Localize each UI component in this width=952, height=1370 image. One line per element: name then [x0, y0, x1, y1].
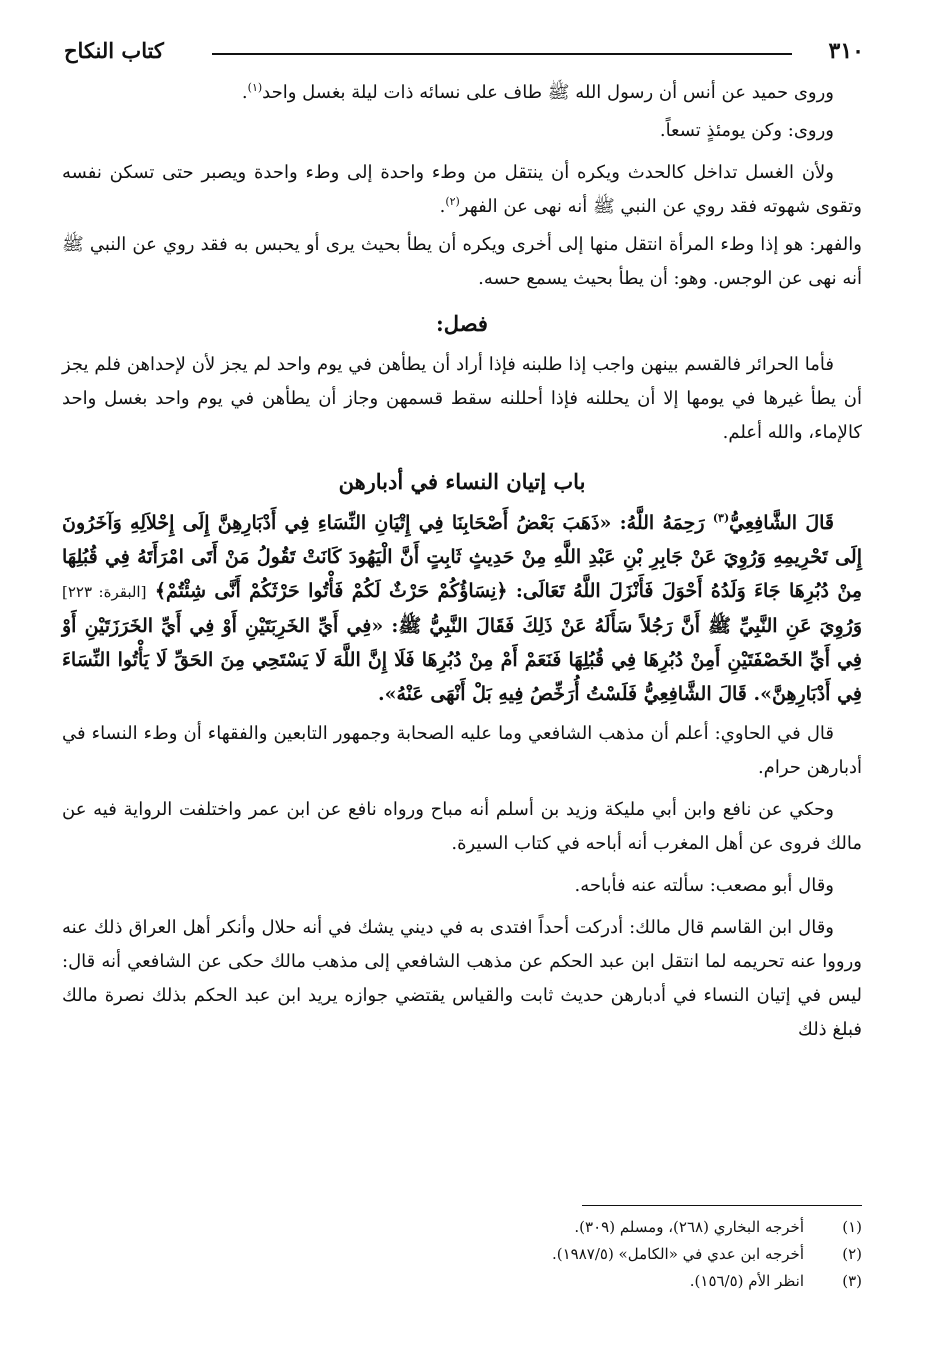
page-header [64, 36, 864, 66]
paragraph-6: قال في الحاوي: أعلم أن مذهب الشافعي وما عليه الصحابة وجمهور التابعين والفقهاء أن وطء النساء في أدبارهن حرام. [62, 723, 862, 778]
footnote-number: (٢) [842, 1245, 862, 1263]
header-rule [212, 53, 792, 55]
footnote-number: (٣) [842, 1272, 862, 1290]
matn-quote: رَحِمَهُ اللَّهُ: «ذَهَبَ بَعْضُ أَصْحَابِنَا فِي إِتْيَانِ النِّسَاءِ فِي أَدْبَارِهِنَّ إِلَى إِحْلاَلِهِ وَآخَرُونَ إِلَى تَحْرِيمِهِ وَرُوِيَ عَنْ جَابِرِ بْنِ عَبْدِ اللَّهِ مِنْ حَدِيثٍ ثَابِتٍ أَنَّ الْيَهُودَ كَانَتْ تَقُولُ مَنْ أَتَى امْرَأَتَهُ فِي قُبُلِهَا مِنْ دُبُرِهَا جَاءَ وَلَدُهُ أَحْوَلَ فَأَنْزَلَ اللَّهُ تَعَالَى: ﴿نِسَاؤُكُمْ حَرْثٌ لَكُمْ فَأْتُوا حَرْثَكُمْ أَنَّى شِئْتُمْ﴾ [62, 512, 862, 602]
paragraph-1 [62, 76, 862, 110]
paragraph-7: وحكي عن نافع وابن أبي مليكة وزيد بن أسلم أنه مباح ورواه نافع عن ابن عمر واختلفت الرواية فيه عن مالك فروى عن أهل المغرب أنه أباحه في كتاب السيرة. [62, 799, 862, 854]
footnote-2 [62, 1241, 862, 1268]
footnote-ref-1: (١) [247, 81, 263, 94]
footnote-1 [62, 1214, 862, 1241]
footnote-number: (١) [842, 1218, 862, 1236]
paragraph-2: وروى: وكن يومئذٍ تسعاً. [659, 120, 834, 141]
paragraph-3-end: . [439, 196, 446, 217]
paragraph-1-text: وروى حميد عن أنس أن رسول الله ﷺ طاف على نسائه ذات ليلة بغسل واحد [262, 82, 834, 103]
paragraph-5: فأما الحرائر فالقسم بينهن واجب إذا طلبنه فإذا أراد أن يطأهن في يوم واحد لم يجز لأن لإحداهن فلم يجز أن يطأ غيرها في يومها إلا أن يحللنه فإذا أحللنه سقط قسمهن وجاز أن يطأهن في يوم واحد بغسل واحد كالإماء، والله أعلم. [62, 354, 862, 443]
paragraph-9: وقال ابن القاسم قال مالك: أدركت أحداً افتدى به في ديني يشك في أنه حلال وأنكر أهل العراق ذلك عنه ورووا عنه تحريمه لما انتقل ابن عبد الحكم عن مذهب الشافعي إلى مذهب مالك حكى عن الشافعي أنه قال: ليس في إتيان النساء في أدبارهن حديث ثابت والقياس يقتضي جوازه يريد ابن عبد الحكم بذلك نصرة مالك فبلغ ذلك [62, 917, 862, 1040]
paragraph-8: وقال أبو مصعب: سألته عنه فأباحه. [574, 875, 834, 896]
footnote-text: انظر الأم (١٥٦/٥). [689, 1272, 804, 1290]
matn-hadith: وَرُوِيَ عَنِ النَّبِيِّ ﷺ أَنَّ رَجُلاً سَأَلَهُ عَنْ ذَلِكَ فَقَالَ النَّبِيُّ ﷺ: «فِي أَيِّ الخَرِبَتَيْنِ أَوْ فِي أَيِّ الخَرَزَتَيْنِ أَوْ فِي أَيِّ الخَصْفَتَيْنِ أَمِنْ دُبُرِهَا فِي قُبُلِهَا فَنَعَمْ أَمْ مِنْ دُبُرِهَا فَلَا إِنَّ اللَّهَ لَا يَسْتَحِي مِنَ الحَقِّ لَا يَأْتُوا النِّسَاءَ فِي أَدْبَارِهِنَّ». قَالَ الشَّافِعِيُّ فَلَسْتُ أُرَخِّصُ فِيهِ بَلْ أَنْهَى عَنْهُ». [62, 615, 862, 705]
footnote-3 [62, 1268, 862, 1295]
footnote-text: أخرجه ابن عدي في «الكامل» (١٩٨٧/٥). [551, 1245, 804, 1263]
running-title: كتاب النكاح [64, 38, 164, 63]
paragraph-3 [62, 156, 862, 224]
quran-citation: [البقرة: ٢٢٣] [62, 583, 147, 601]
footnotes [62, 1214, 862, 1295]
matn-speaker: قَالَ الشَّافِعِيُّ [729, 512, 834, 534]
paragraph-4: والفهر: هو إذا وطء المرأة انتقل منها إلى أخرى ويكره أن يطأ بحيث يرى أو يحبس به فقد روي عن النبي ﷺ أنه نهى عن الوجس. وهو: أن يطأ بحيث يسمع حسه. [62, 234, 862, 289]
main-text [62, 76, 862, 1055]
paragraph-3-text: ولأن الغسل تداخل كالحدث ويكره أن ينتقل من وطء واحدة إلى وطء واحدة ويصبر حتى تسكن نفسه وتقوى شهوته فقد روي عن النبي ﷺ أنه نهى عن الفهر [62, 162, 862, 217]
footnote-ref-3: (٣) [712, 511, 730, 525]
footnote-separator [582, 1205, 862, 1206]
page-number: ٣١٠ [828, 38, 864, 64]
section-heading: فصل: [436, 311, 488, 336]
matn-text [62, 506, 862, 711]
chapter-heading: باب إتيان النساء في أدبارهن [338, 469, 586, 494]
paragraph-1-end: . [241, 82, 248, 103]
footnote-text: أخرجه البخاري (٢٦٨)، ومسلم (٣٠٩). [574, 1218, 804, 1236]
footnote-ref-2: (٢) [445, 195, 460, 208]
